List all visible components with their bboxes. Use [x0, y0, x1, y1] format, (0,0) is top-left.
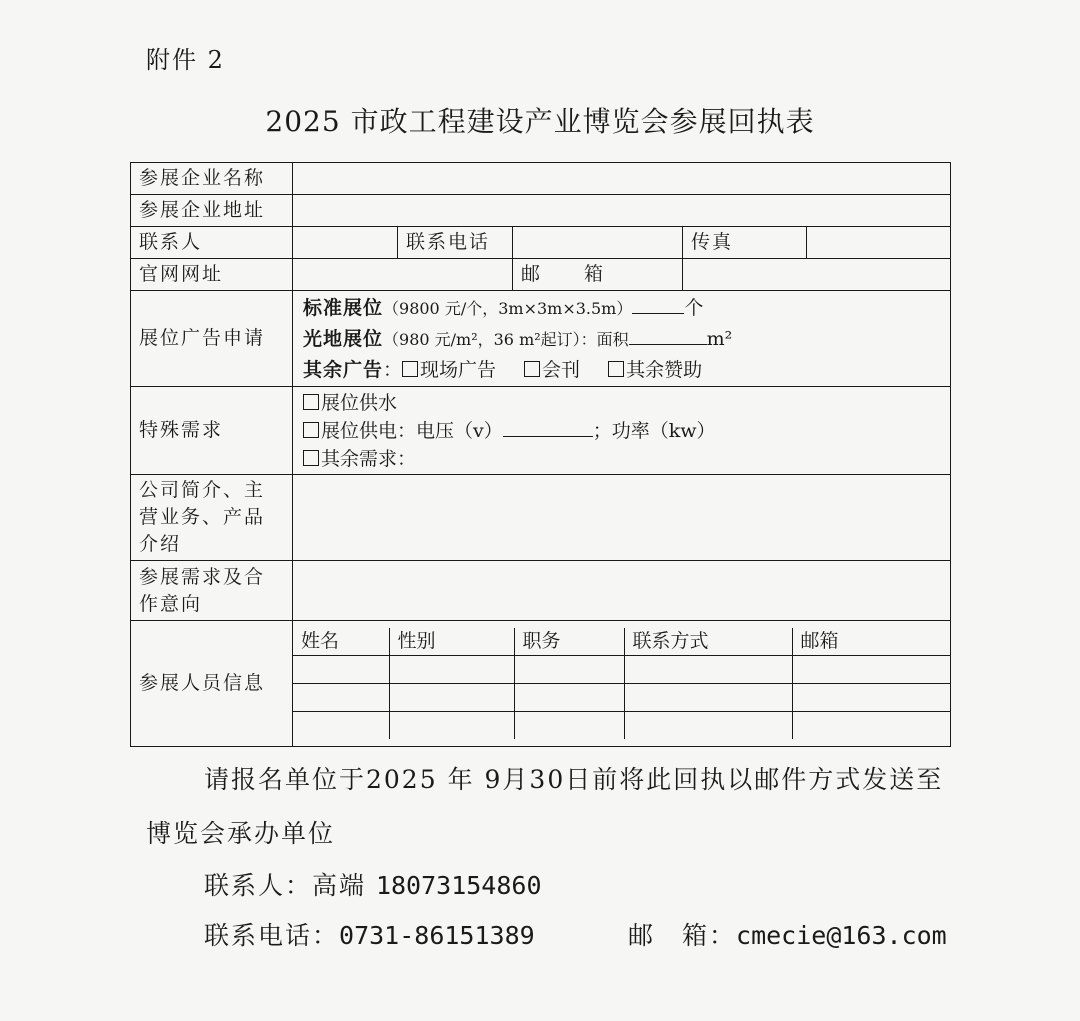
staff-header-row — [293, 628, 950, 656]
attachment-label: 附件 2 — [146, 46, 225, 74]
raw-space-spec: （980 元/m²，36 m²起订）：面积 — [383, 329, 629, 349]
staff-cell[interactable] — [389, 712, 514, 740]
email-line — [628, 916, 947, 952]
water-label: 展位供水 — [321, 391, 398, 414]
other-ads-row — [303, 355, 940, 385]
fax-label: 传真 — [683, 227, 807, 259]
staff-cell[interactable] — [624, 684, 792, 712]
contact-number: 18073154860 — [375, 871, 542, 900]
staff-info-cell — [293, 621, 951, 747]
website-label: 官网网址 — [131, 259, 293, 291]
sponsorship-checkbox[interactable] — [608, 361, 624, 377]
email-label: 邮 箱 — [513, 259, 683, 291]
cooperation-label: 参展需求及合作意向 — [131, 561, 293, 621]
staff-cell[interactable] — [792, 656, 950, 684]
company-name-label: 参展企业名称 — [131, 163, 293, 195]
voltage-input[interactable] — [503, 418, 593, 437]
power-label: 展位供电：电压（v） — [321, 419, 503, 442]
staff-col-name: 姓名 — [293, 628, 389, 656]
company-intro-label: 公司简介、主营业务、产品介绍 — [131, 475, 293, 561]
staff-col-email: 邮箱 — [792, 628, 950, 656]
registration-form — [130, 162, 951, 747]
staff-cell[interactable] — [514, 656, 624, 684]
standard-booth-unit: 个 — [684, 296, 704, 319]
power-row — [303, 417, 940, 445]
other-needs-checkbox[interactable] — [303, 450, 319, 466]
staff-cell[interactable] — [293, 656, 389, 684]
catalog-checkbox[interactable] — [524, 361, 540, 377]
staff-row — [293, 712, 950, 740]
instruction-line-2: 博览会承办单位 — [146, 819, 336, 848]
staff-cell[interactable] — [514, 684, 624, 712]
staff-row — [293, 684, 950, 712]
raw-space-row — [303, 324, 940, 355]
staff-cell[interactable] — [792, 712, 950, 740]
staff-info-label: 参展人员信息 — [131, 621, 293, 747]
phone-label: 联系电话 — [398, 227, 513, 259]
booth-ad-label: 展位广告申请 — [131, 291, 293, 387]
other-needs-label: 其余需求： — [321, 447, 417, 470]
staff-cell[interactable] — [293, 712, 389, 740]
special-needs-label: 特殊需求 — [131, 387, 293, 475]
company-intro-field[interactable] — [293, 475, 951, 561]
raw-space-area-input[interactable] — [629, 326, 707, 345]
standard-booth-row — [303, 293, 940, 324]
phone-field[interactable] — [513, 227, 683, 259]
email-address[interactable]: cmecie@163.com — [736, 921, 947, 950]
staff-col-contact: 联系方式 — [624, 628, 792, 656]
other-needs-row — [303, 445, 940, 473]
contact-line — [204, 866, 542, 902]
standard-booth-quantity-input[interactable] — [632, 295, 684, 314]
standard-booth-title: 标准展位 — [303, 296, 384, 319]
raw-space-unit: m² — [706, 327, 733, 350]
company-address-label: 参展企业地址 — [131, 195, 293, 227]
staff-table — [293, 628, 950, 739]
staff-cell[interactable] — [389, 684, 514, 712]
power-separator: ； — [592, 419, 612, 442]
onsite-ad-checkbox[interactable] — [402, 361, 418, 377]
company-name-field[interactable] — [293, 163, 951, 195]
catalog-label: 会刊 — [542, 358, 581, 381]
staff-cell[interactable] — [514, 712, 624, 740]
water-checkbox[interactable] — [303, 394, 319, 410]
phone-prefix: 联系电话： — [204, 921, 340, 950]
contact-prefix: 联系人：高端 — [204, 871, 376, 900]
sponsorship-label: 其余赞助 — [626, 358, 703, 381]
staff-col-gender: 性别 — [389, 628, 514, 656]
cooperation-field[interactable] — [293, 561, 951, 621]
onsite-ad-label: 现场广告 — [420, 358, 497, 381]
power-checkbox[interactable] — [303, 422, 319, 438]
booth-options — [293, 291, 951, 387]
staff-row — [293, 656, 950, 684]
fax-field[interactable] — [807, 227, 951, 259]
water-row — [303, 389, 940, 417]
email-field[interactable] — [683, 259, 951, 291]
phone-number: 0731-86151389 — [339, 921, 535, 950]
standard-booth-spec: （9800 元/个，3m×3m×3.5m） — [383, 298, 633, 318]
instruction-line-1: 请报名单位于2025 年 9月30日前将此回执以邮件方式发送至 — [204, 765, 944, 794]
phone-line — [204, 916, 535, 952]
staff-cell[interactable] — [624, 712, 792, 740]
contact-person-field[interactable] — [293, 227, 398, 259]
special-needs-options — [293, 387, 951, 475]
staff-cell[interactable] — [389, 656, 514, 684]
power-rating-label: 功率（kw） — [611, 419, 716, 442]
website-field[interactable] — [293, 259, 513, 291]
company-address-field[interactable] — [293, 195, 951, 227]
page-title: 2025 市政工程建设产业博览会参展回执表 — [265, 105, 815, 138]
contact-person-label: 联系人 — [131, 227, 293, 259]
staff-cell[interactable] — [293, 684, 389, 712]
staff-cell[interactable] — [624, 656, 792, 684]
staff-cell[interactable] — [792, 684, 950, 712]
other-ads-title: 其余广告 — [303, 358, 384, 381]
other-ads-colon: ： — [383, 358, 403, 381]
raw-space-title: 光地展位 — [303, 327, 384, 350]
staff-col-title: 职务 — [514, 628, 624, 656]
email-prefix: 邮 箱： — [628, 921, 737, 950]
